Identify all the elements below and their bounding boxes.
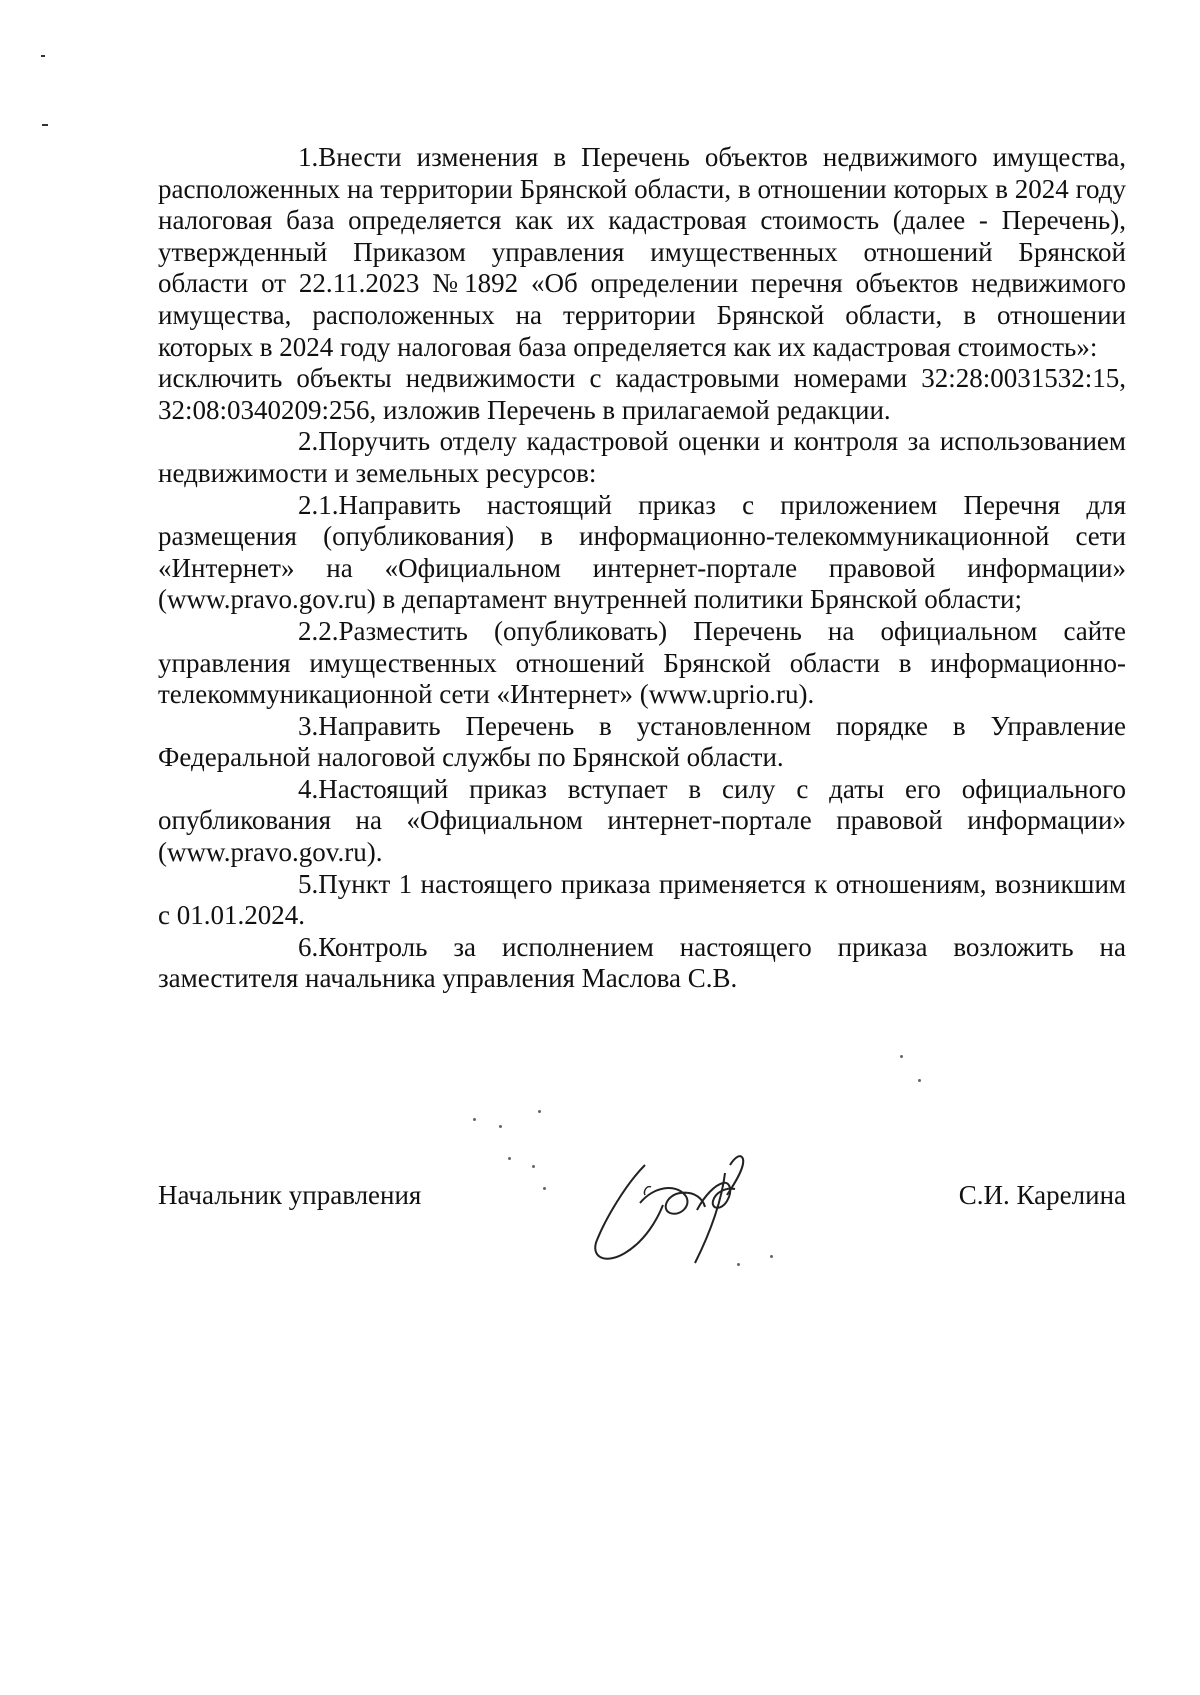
paragraph-text: Внести изменения в Перечень объектов недвижимого имущества, расположенных на территории Брянской области, в отношении которых в 2024 году налоговая база определяется как их кадастровая стоимость (далее - Перечень), утвержденный Приказом управления имущественных отношений Брянской области от 22.11.2023 №1892 «Об определении перечня объектов недвижимого имущества, расположенных на территории Брянской области, в отношении которых в 2024 году налоговая база определяется как их кадастровая стоимость»: bbox=[158, 142, 1126, 362]
scan-speckle bbox=[499, 1125, 502, 1128]
paragraph-text: Пункт 1 настоящего приказа применяется к отношениям, возникшим с 01.01.2024. bbox=[158, 868, 1126, 931]
paragraph-number: 3. bbox=[298, 710, 319, 741]
paragraph-1 bbox=[158, 142, 1126, 363]
paragraph-number: 2.1. bbox=[298, 489, 339, 520]
handwritten-signature bbox=[585, 1125, 785, 1275]
paragraph-text: Направить настоящий приказ с приложением Перечня для размещения (опубликования) в информационно-телекоммуникационной сети «Интернет» на «Официальном интернет-портале правовой информации» (www.pravo.gov.ru) в департамент внутренней политики Брянской области; bbox=[158, 489, 1126, 615]
scan-speckle bbox=[508, 1157, 511, 1160]
paragraph-number: 6. bbox=[298, 931, 319, 962]
paragraph-number: 2. bbox=[298, 426, 319, 457]
paragraph-4 bbox=[158, 774, 1126, 869]
scan-mark bbox=[42, 124, 48, 126]
paragraph-text: исключить объекты недвижимости с кадастровыми номерами 32:28:0031532:15, 32:08:0340209:256, изложив Перечень в прилагаемой редакции. bbox=[158, 363, 1126, 425]
paragraph-2-1 bbox=[158, 490, 1126, 616]
paragraph-2 bbox=[158, 426, 1126, 489]
paragraph-text: Разместить (опубликовать) Перечень на официальном сайте управления имущественных отношений Брянской области в информационно-телекоммуникационной сети «Интернет» (www.uprio.ru). bbox=[158, 615, 1126, 710]
paragraph-text: Направить Перечень в установленном порядке в Управление Федеральной налоговой службы по Брянской области. bbox=[158, 710, 1126, 773]
paragraph-number: 5. bbox=[298, 868, 319, 899]
paragraph-number: 1. bbox=[298, 142, 319, 172]
scan-mark bbox=[41, 55, 45, 57]
paragraph-text: Поручить отделу кадастровой оценки и контроля за использованием недвижимости и земельных ресурсов: bbox=[158, 426, 1126, 488]
paragraph-text: Настоящий приказ вступает в силу с даты его официального опубликования на «Официальном интернет-портале правовой информации» (www.pravo.gov.ru). bbox=[158, 773, 1126, 868]
scan-speckle bbox=[532, 1165, 535, 1168]
paragraph-5 bbox=[158, 869, 1126, 932]
document-body bbox=[158, 142, 1126, 995]
paragraph-number: 2.2. bbox=[298, 615, 339, 646]
scan-speckle bbox=[918, 1079, 921, 1082]
paragraph-number: 4. bbox=[298, 773, 319, 804]
scan-speckle bbox=[473, 1118, 476, 1121]
paragraph-text: Контроль за исполнением настоящего приказа возложить на заместителя начальника управления Маслова С.В. bbox=[158, 931, 1126, 994]
paragraph-1-continuation bbox=[158, 363, 1126, 426]
signatory-name: С.И. Карелина bbox=[958, 1180, 1126, 1210]
scan-speckle bbox=[538, 1110, 541, 1113]
paragraph-6 bbox=[158, 932, 1126, 995]
scan-speckle bbox=[543, 1187, 546, 1190]
signatory-title: Начальник управления bbox=[158, 1180, 422, 1210]
scan-speckle bbox=[900, 1055, 903, 1058]
paragraph-3 bbox=[158, 711, 1126, 774]
paragraph-2-2 bbox=[158, 616, 1126, 711]
